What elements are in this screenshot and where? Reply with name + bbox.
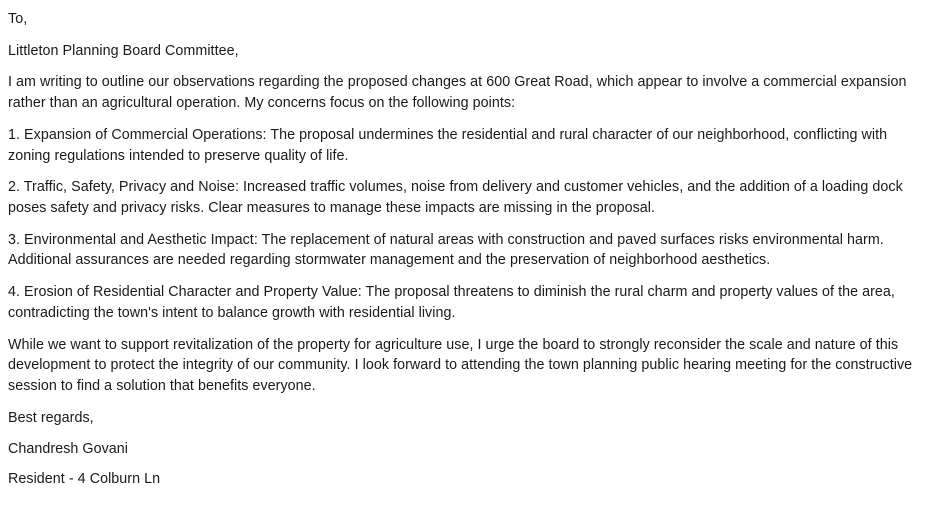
recipient-line: Littleton Planning Board Committee,: [8, 42, 239, 59]
point-4-residential-character: 4. Erosion of Residential Character and Property Value: The proposal threatens to diminish the rural charm and property values of the area, contradicting the town's intent to balance growth with residential living.: [8, 284, 895, 321]
point-3-environmental-impact: 3. Environmental and Aesthetic Impact: The replacement of natural areas with construction and paved surfaces risks environmental harm. Additional assurances are needed regarding stormwater management and the preservation of neighborhood aesthetics.: [8, 231, 884, 269]
point-1-commercial-expansion: 1. Expansion of Commercial Operations: The proposal undermines the residential and rural character of our neighborhood, conflicting with zoning regulations intended to preserve quality of life.: [8, 126, 888, 164]
salutation-to: To,: [8, 11, 28, 27]
sign-off: Best regards,: [8, 409, 94, 426]
sender-name: Chandresh Govani: [8, 440, 129, 457]
point-2-traffic-safety: 2. Traffic, Safety, Privacy and Noise: Increased traffic volumes, noise from delivery and customer vehicles, and the addition of a loading dock poses safety and privacy risks. Clear measures to manage these impacts are missing in the proposal.: [8, 179, 903, 217]
intro-paragraph: I am writing to outline our observations regarding the proposed changes at 600 Great Road, which appear to involve a commercial expansion rather than an agricultural operation. My concerns focus on the following points:: [8, 74, 907, 112]
closing-paragraph: While we want to support revitalization of the property for agriculture use, I urge the board to strongly reconsider the scale and nature of this development to protect the integrity of our community. I look forward to attending the town planning public hearing meeting for the constructive session to find a solution that benefits everyone.: [8, 336, 913, 395]
sender-address: Resident - 4 Colburn Ln: [8, 471, 161, 488]
